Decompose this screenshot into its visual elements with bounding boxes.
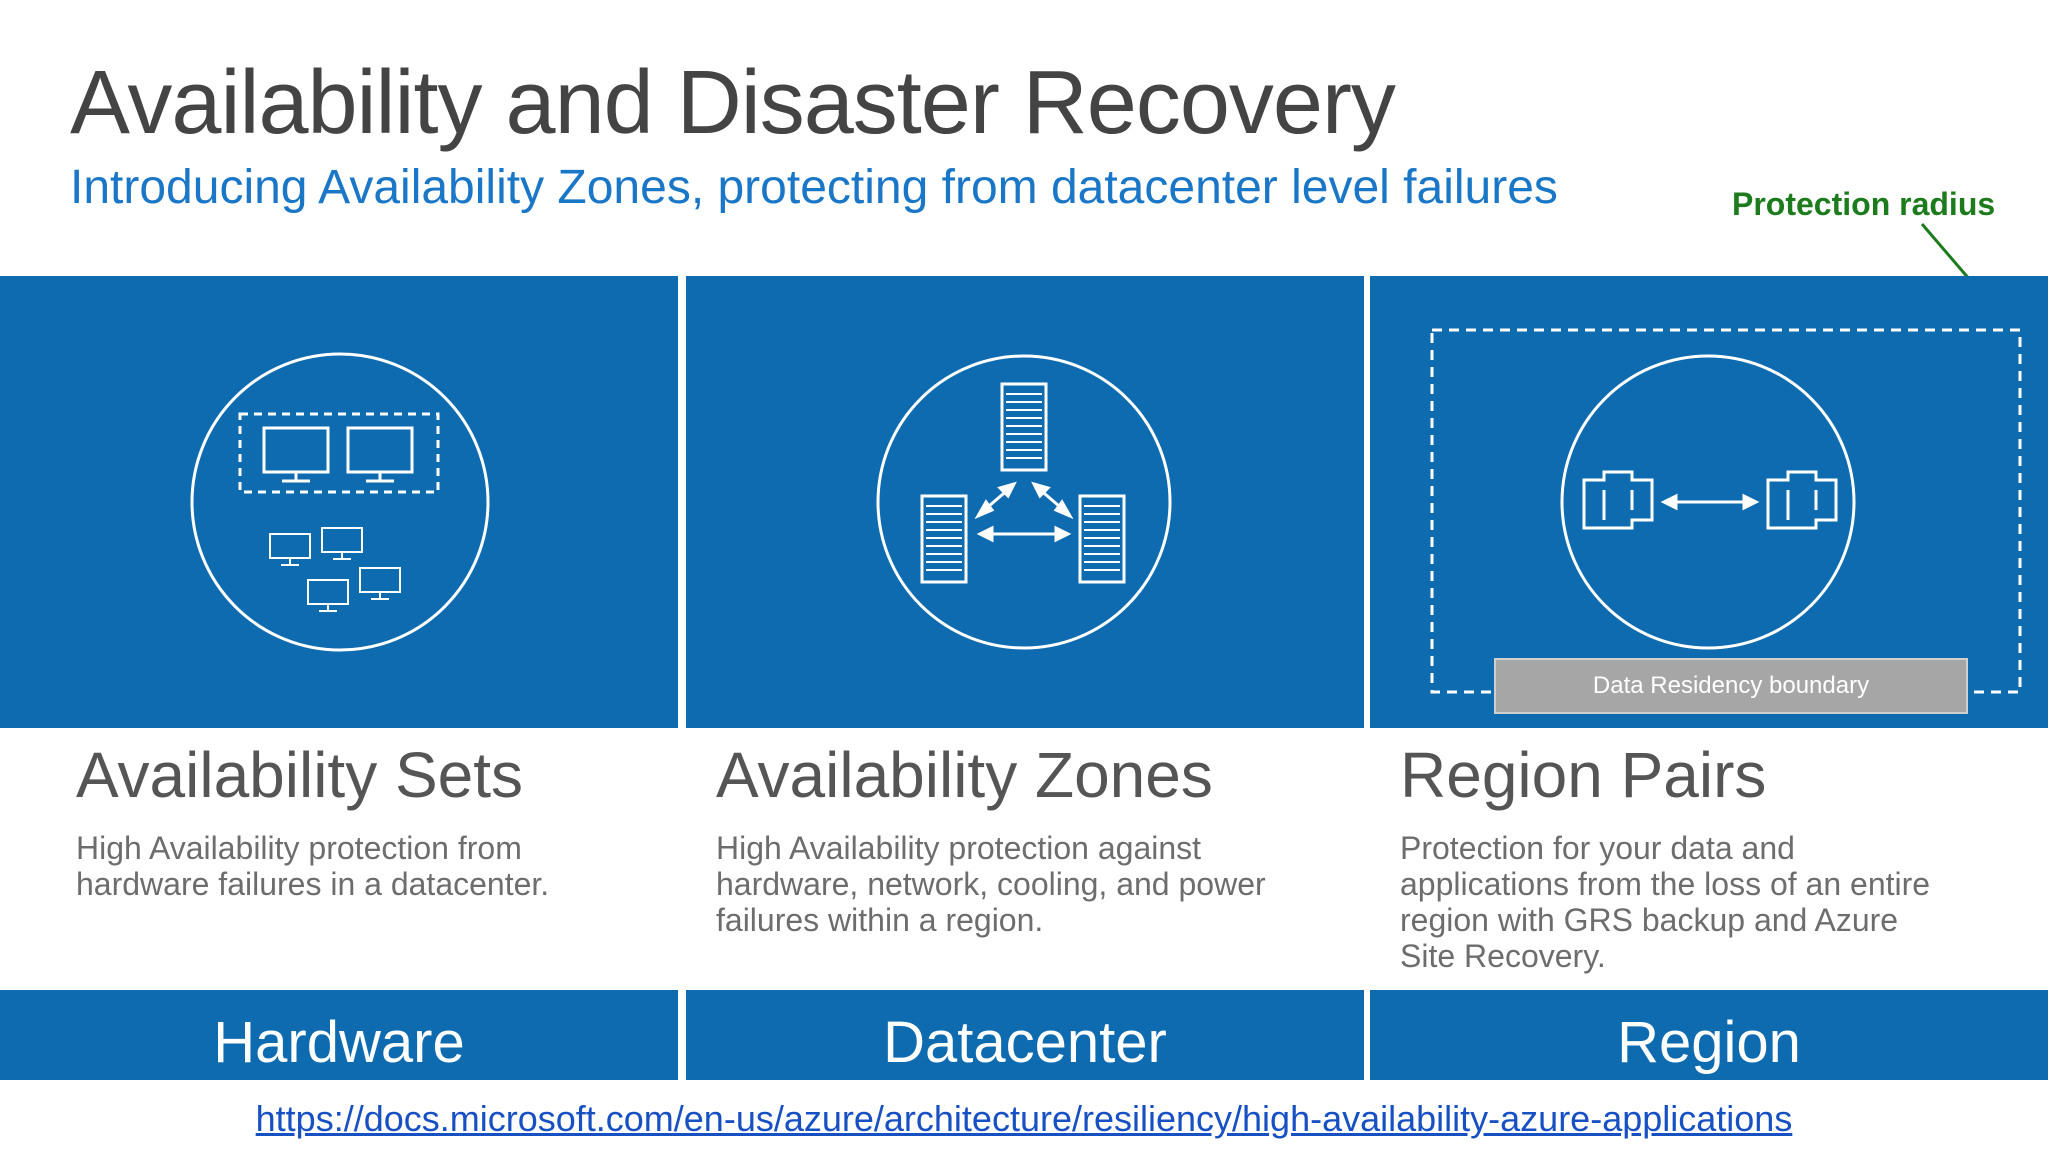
protection-radius-boundary bbox=[1432, 330, 2020, 692]
protection-radius-label: Protection radius bbox=[1732, 186, 1996, 222]
slide-subtitle: Introducing Availability Zones, protecting from datacenter level failures bbox=[70, 161, 1558, 214]
availability-zones-heading: Availability Zones bbox=[716, 739, 1213, 811]
slide-title: Availability and Disaster Recovery bbox=[70, 53, 1395, 153]
hardware-bar bbox=[0, 990, 678, 1080]
availability-sets-heading: Availability Sets bbox=[76, 739, 524, 811]
data-residency-boundary-label: Data Residency boundary bbox=[1494, 658, 1968, 714]
docs-link[interactable]: https://docs.microsoft.com/en-us/azure/architecture/resiliency/high-availability-azure-applications bbox=[255, 1098, 1793, 1139]
availability-sets-panel bbox=[0, 276, 678, 728]
region-bar-label: Region bbox=[1617, 1010, 1801, 1075]
monitors-icon bbox=[0, 276, 678, 728]
datacenter-bar-label: Datacenter bbox=[883, 1010, 1167, 1075]
region-pairs-description: Protection for your data and applications from the loss of an entire region with GRS backup and Azure Site Recovery. bbox=[1400, 830, 1931, 974]
availability-zones-description: High Availability protection against hardware, network, cooling, and power failures within a region. bbox=[716, 830, 1266, 938]
region-bar bbox=[1370, 990, 2048, 1080]
availability-sets-description: High Availability protection from hardware failures in a datacenter. bbox=[76, 830, 550, 902]
datacenter-bar bbox=[686, 990, 1364, 1080]
region-pairs-heading: Region Pairs bbox=[1400, 739, 1767, 811]
hardware-bar-label: Hardware bbox=[213, 1010, 465, 1075]
availability-zones-panel bbox=[686, 276, 1364, 728]
server-racks-icon bbox=[686, 276, 1364, 728]
